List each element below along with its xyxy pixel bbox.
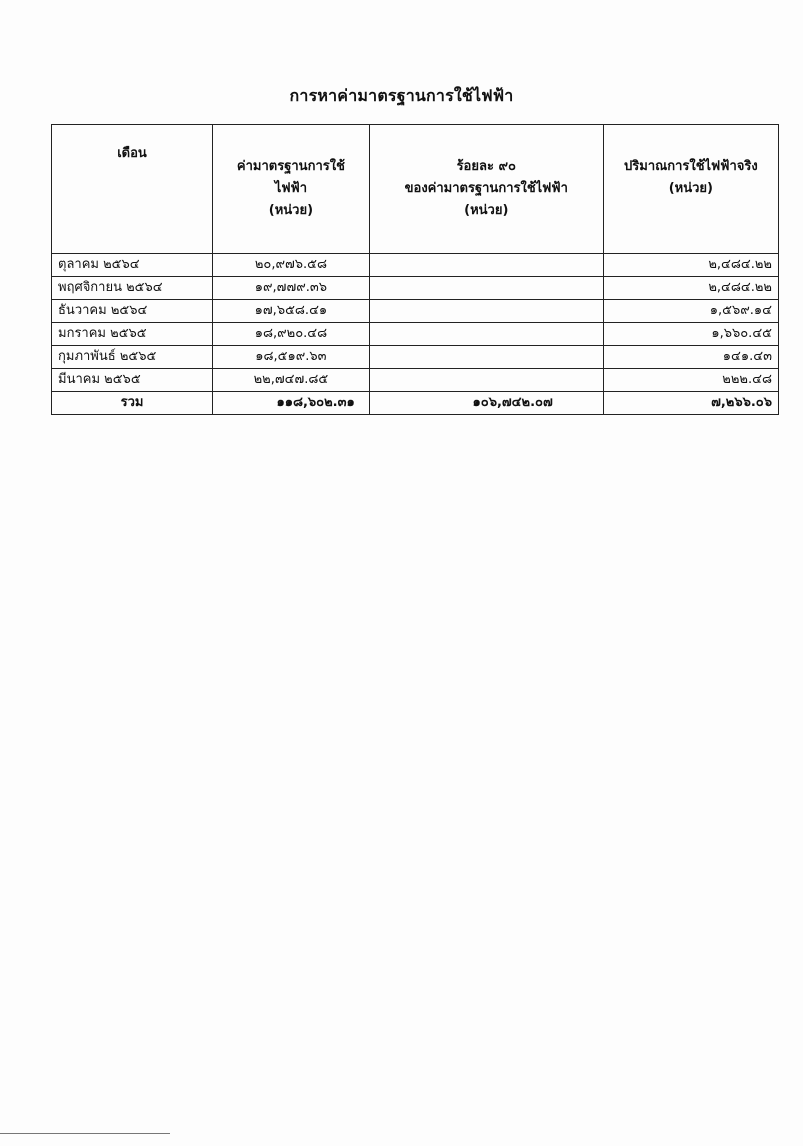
table-row [52,300,779,323]
row-ninety [369,254,603,277]
table-row [52,346,779,369]
row-month: มีนาคม ๒๕๖๕ [52,369,213,392]
row-standard: ๑๙,๗๗๙.๓๖ [213,277,370,300]
scan-edge-line [0,1133,170,1134]
row-actual: ๑,๖๖๐.๔๕ [603,323,778,346]
table-row [52,369,779,392]
header-actual-line2: (หน่วย) [668,181,713,196]
row-actual: ๒,๔๘๔.๒๒ [603,277,778,300]
row-standard: ๑๘,๕๑๙.๖๓ [213,346,370,369]
header-standard-line1: ค่ามาตรฐานการใช้ [236,159,345,174]
header-ninety-percent [369,125,603,254]
row-month: พฤศจิกายน ๒๕๖๔ [52,277,213,300]
row-ninety [369,277,603,300]
row-actual: ๑๔๑.๔๓ [603,346,778,369]
row-ninety [369,300,603,323]
header-month [52,125,213,254]
header-standard-line2: ไฟฟ้า [274,181,308,196]
row-month: กุมภาพันธ์ ๒๕๖๕ [52,346,213,369]
header-standard-line3: (หน่วย) [268,203,314,218]
page-title: การหาค่ามาตรฐานการใช้ไฟฟ้า [289,86,514,105]
total-standard: ๑๑๘,๖๐๒.๓๑ [213,392,370,415]
row-ninety [369,369,603,392]
table-row [52,323,779,346]
row-ninety [369,323,603,346]
row-standard: ๒๐,๙๗๖.๕๘ [213,254,370,277]
header-ninety-line3: (หน่วย) [464,203,509,218]
header-row [52,125,779,254]
row-ninety [369,346,603,369]
electricity-standard-table [51,124,779,415]
table-row [52,277,779,300]
row-month: ตุลาคม ๒๕๖๔ [52,254,213,277]
row-actual: ๒,๔๘๔.๒๒ [603,254,778,277]
row-actual: ๒๒๒.๔๘ [603,369,778,392]
row-actual: ๑,๕๖๙.๑๔ [603,300,778,323]
table-row [52,254,779,277]
header-actual [603,125,778,254]
header-actual-line1: ปริมาณการใช้ไฟฟ้าจริง [624,159,758,174]
header-ninety-line1: ร้อยละ ๙๐ [456,159,516,174]
total-label: รวม [52,392,213,415]
total-actual: ๗,๒๖๖.๐๖ [603,392,778,415]
row-standard: ๒๒,๗๔๗.๘๕ [213,369,370,392]
row-standard: ๑๘,๙๒๐.๔๘ [213,323,370,346]
row-month: มกราคม ๒๕๖๕ [52,323,213,346]
header-ninety-line2: ของค่ามาตรฐานการใช้ไฟฟ้า [404,181,568,196]
total-ninety: ๑๐๖,๗๔๒.๐๗ [369,392,603,415]
header-standard [213,125,370,254]
header-month-label: เดือน [117,146,147,161]
row-month: ธันวาคม ๒๕๖๔ [52,300,213,323]
total-row [52,392,779,415]
row-standard: ๑๗,๖๕๘.๔๑ [213,300,370,323]
